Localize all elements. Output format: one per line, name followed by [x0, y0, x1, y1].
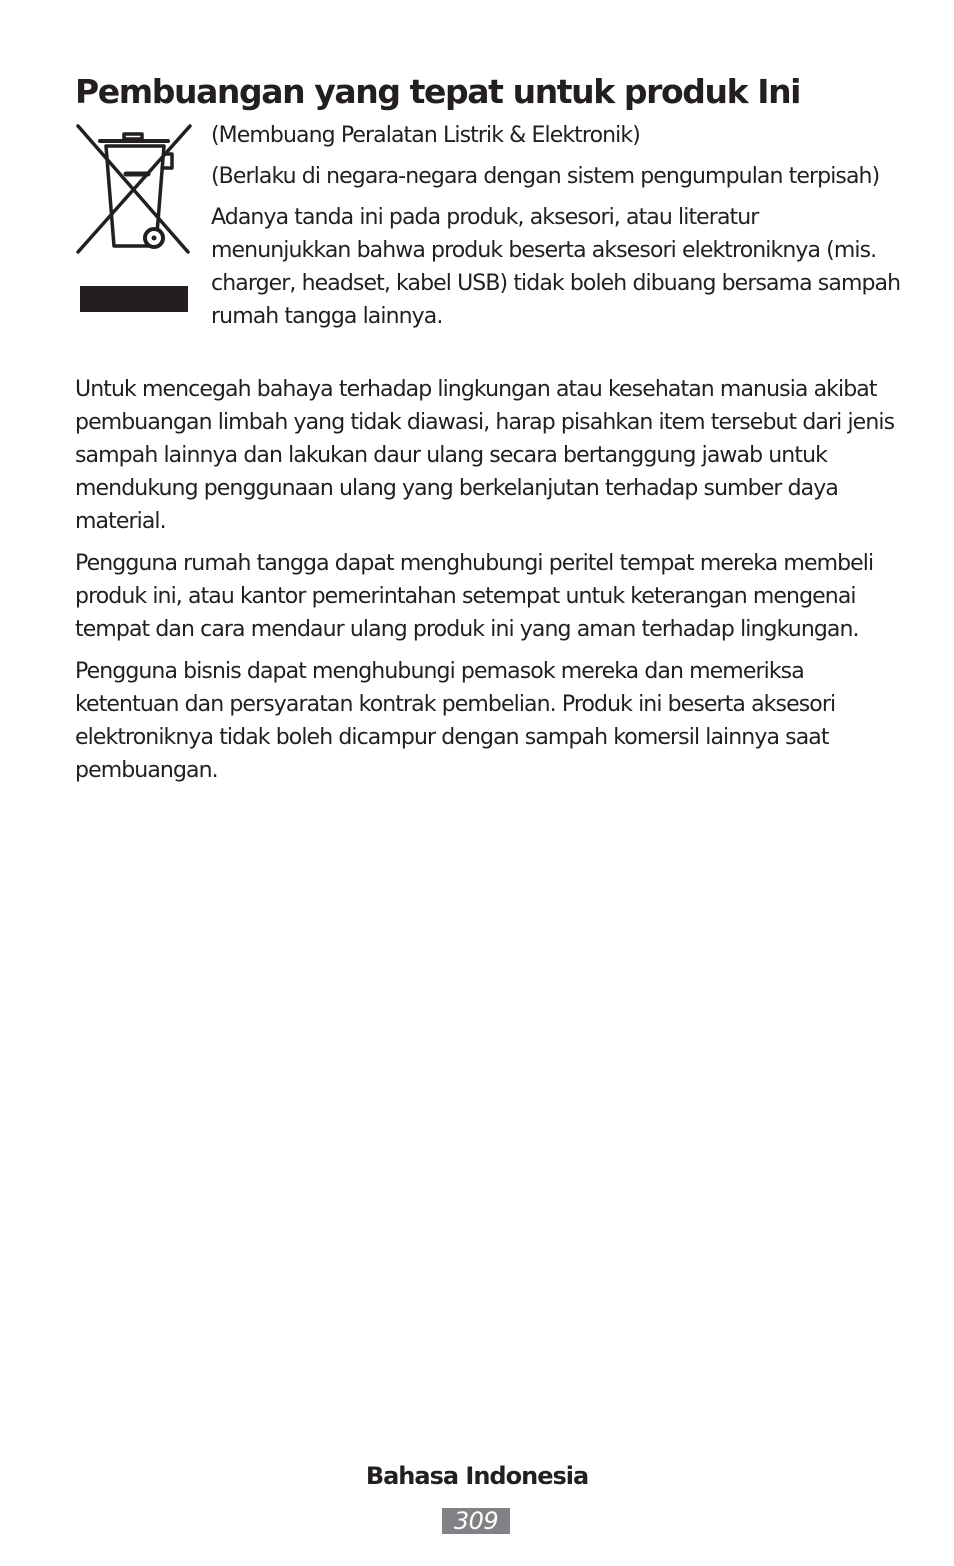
page-title: Pembuangan yang tepat untuk produk Ini — [75, 72, 801, 111]
body-paragraph: Pengguna rumah tangga dapat menghubungi peritel tempat mereka membeli produk ini, atau kantor pemerintahan setempat untuk keterangan mengenai tempat dan cara mendaur ulang produk ini yang aman terhadap lingkungan. — [75, 551, 874, 642]
weee-crossed-out-bin-icon — [74, 124, 192, 314]
side-paragraph: (Berlaku di negara-negara dengan sistem pengumpulan terpisah) — [211, 164, 880, 189]
body-paragraph: Pengguna bisnis dapat menghubungi pemasok mereka dan memeriksa ketentuan dan persyaratan kontrak pembelian. Produk ini beserta aksesori elektroniknya tidak boleh dicampur dengan sampah komersil lainnya saat pembuangan. — [75, 659, 836, 783]
side-paragraph: Adanya tanda ini pada produk, aksesori, atau literatur menunjukkan bahwa produk beserta aksesori elektroniknya (mis. charger, headset, kabel USB) tidak boleh dibuang bersama sampah rumah tangga lainnya. — [211, 205, 901, 329]
body-paragraph: Untuk mencegah bahaya terhadap lingkungan atau kesehatan manusia akibat pembuangan limbah yang tidak diawasi, harap pisahkan item tersebut dari jenis sampah lainnya dan lakukan daur ulang secara bertanggung jawab untuk mendukung penggunaan ulang yang berkelanjutan terhadap sumber daya material. — [75, 377, 895, 534]
body-text — [75, 373, 905, 796]
symbol-description — [211, 119, 901, 341]
page-number: 309 — [442, 1508, 510, 1534]
side-paragraph: (Membuang Peralatan Listrik & Elektronik) — [211, 123, 640, 148]
footer-language: Bahasa Indonesia — [365, 1462, 589, 1490]
